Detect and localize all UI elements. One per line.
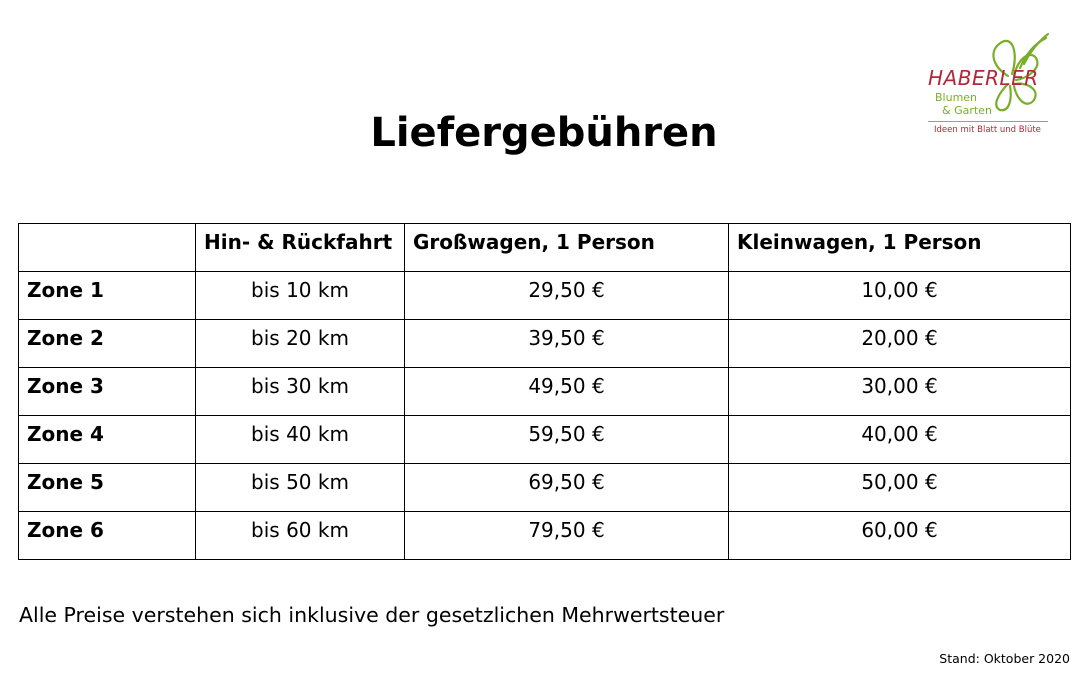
zone-cell: Zone 4 — [19, 416, 196, 464]
zone-cell: Zone 2 — [19, 320, 196, 368]
table-row — [19, 416, 1071, 464]
table-row — [19, 512, 1071, 560]
table-header-row — [19, 224, 1071, 272]
grosswagen-price-cell: 79,50 € — [405, 512, 729, 560]
grosswagen-price-cell: 29,50 € — [405, 272, 729, 320]
distance-cell: bis 30 km — [196, 368, 405, 416]
kleinwagen-price-cell: 10,00 € — [729, 272, 1071, 320]
table-row — [19, 320, 1071, 368]
zone-cell: Zone 1 — [19, 272, 196, 320]
grosswagen-price-cell: 69,50 € — [405, 464, 729, 512]
kleinwagen-price-cell: 20,00 € — [729, 320, 1071, 368]
logo-name: HABERLER — [928, 66, 1039, 90]
header-grosswagen: Großwagen, 1 Person — [405, 224, 729, 272]
distance-cell: bis 20 km — [196, 320, 405, 368]
table-row — [19, 272, 1071, 320]
distance-cell: bis 60 km — [196, 512, 405, 560]
logo-line-garten: & Garten — [942, 104, 992, 117]
grosswagen-price-cell: 49,50 € — [405, 368, 729, 416]
zone-cell: Zone 5 — [19, 464, 196, 512]
vat-note: Alle Preise verstehen sich inklusive der gesetzlichen Mehrwertsteuer — [19, 603, 725, 627]
grosswagen-price-cell: 59,50 € — [405, 416, 729, 464]
header-distance: Hin- & Rückfahrt — [196, 224, 405, 272]
distance-cell: bis 10 km — [196, 272, 405, 320]
distance-cell: bis 40 km — [196, 416, 405, 464]
logo-tagline: Ideen mit Blatt und Blüte — [934, 125, 1041, 135]
kleinwagen-price-cell: 50,00 € — [729, 464, 1071, 512]
date-stamp: Stand: Oktober 2020 — [939, 651, 1070, 666]
kleinwagen-price-cell: 40,00 € — [729, 416, 1071, 464]
header-kleinwagen: Kleinwagen, 1 Person — [729, 224, 1071, 272]
table-row — [19, 368, 1071, 416]
zone-cell: Zone 6 — [19, 512, 196, 560]
kleinwagen-price-cell: 60,00 € — [729, 512, 1071, 560]
grosswagen-price-cell: 39,50 € — [405, 320, 729, 368]
header-zone — [19, 224, 196, 272]
logo-line-blumen: Blumen — [935, 91, 978, 104]
kleinwagen-price-cell: 30,00 € — [729, 368, 1071, 416]
zone-cell: Zone 3 — [19, 368, 196, 416]
table-row — [19, 464, 1071, 512]
delivery-fee-table — [18, 223, 1071, 560]
distance-cell: bis 50 km — [196, 464, 405, 512]
page-title: Liefergebühren — [370, 110, 718, 156]
